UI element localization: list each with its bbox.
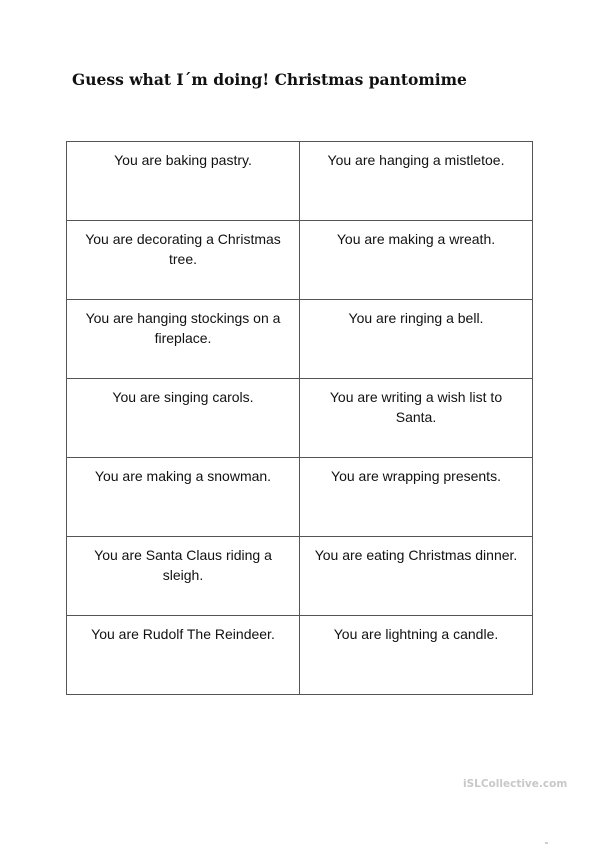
pantomime-cards-table [66, 141, 533, 695]
pantomime-card: You are eating Christmas dinner. [300, 537, 533, 616]
worksheet-title: Guess what I´m doing! Christmas pantomime [72, 70, 467, 89]
pantomime-card: You are lightning a candle. [300, 616, 533, 695]
card-row [67, 537, 533, 616]
page-dot-mark [545, 842, 548, 844]
pantomime-card: You are singing carols. [67, 379, 300, 458]
pantomime-card: You are hanging stockings on a fireplace. [67, 300, 300, 379]
pantomime-card: You are ringing a bell. [300, 300, 533, 379]
card-row [67, 458, 533, 537]
card-row [67, 300, 533, 379]
card-row [67, 616, 533, 695]
site-watermark: iSLCollective.com [463, 778, 568, 790]
card-row [67, 221, 533, 300]
pantomime-card: You are hanging a mistletoe. [300, 142, 533, 221]
pantomime-card: You are baking pastry. [67, 142, 300, 221]
pantomime-card: You are wrapping presents. [300, 458, 533, 537]
pantomime-card: You are Rudolf The Reindeer. [67, 616, 300, 695]
pantomime-card: You are making a wreath. [300, 221, 533, 300]
pantomime-card: You are Santa Claus riding a sleigh. [67, 537, 300, 616]
pantomime-card: You are decorating a Christmas tree. [67, 221, 300, 300]
card-row [67, 379, 533, 458]
pantomime-card: You are making a snowman. [67, 458, 300, 537]
pantomime-card: You are writing a wish list to Santa. [300, 379, 533, 458]
card-row [67, 142, 533, 221]
